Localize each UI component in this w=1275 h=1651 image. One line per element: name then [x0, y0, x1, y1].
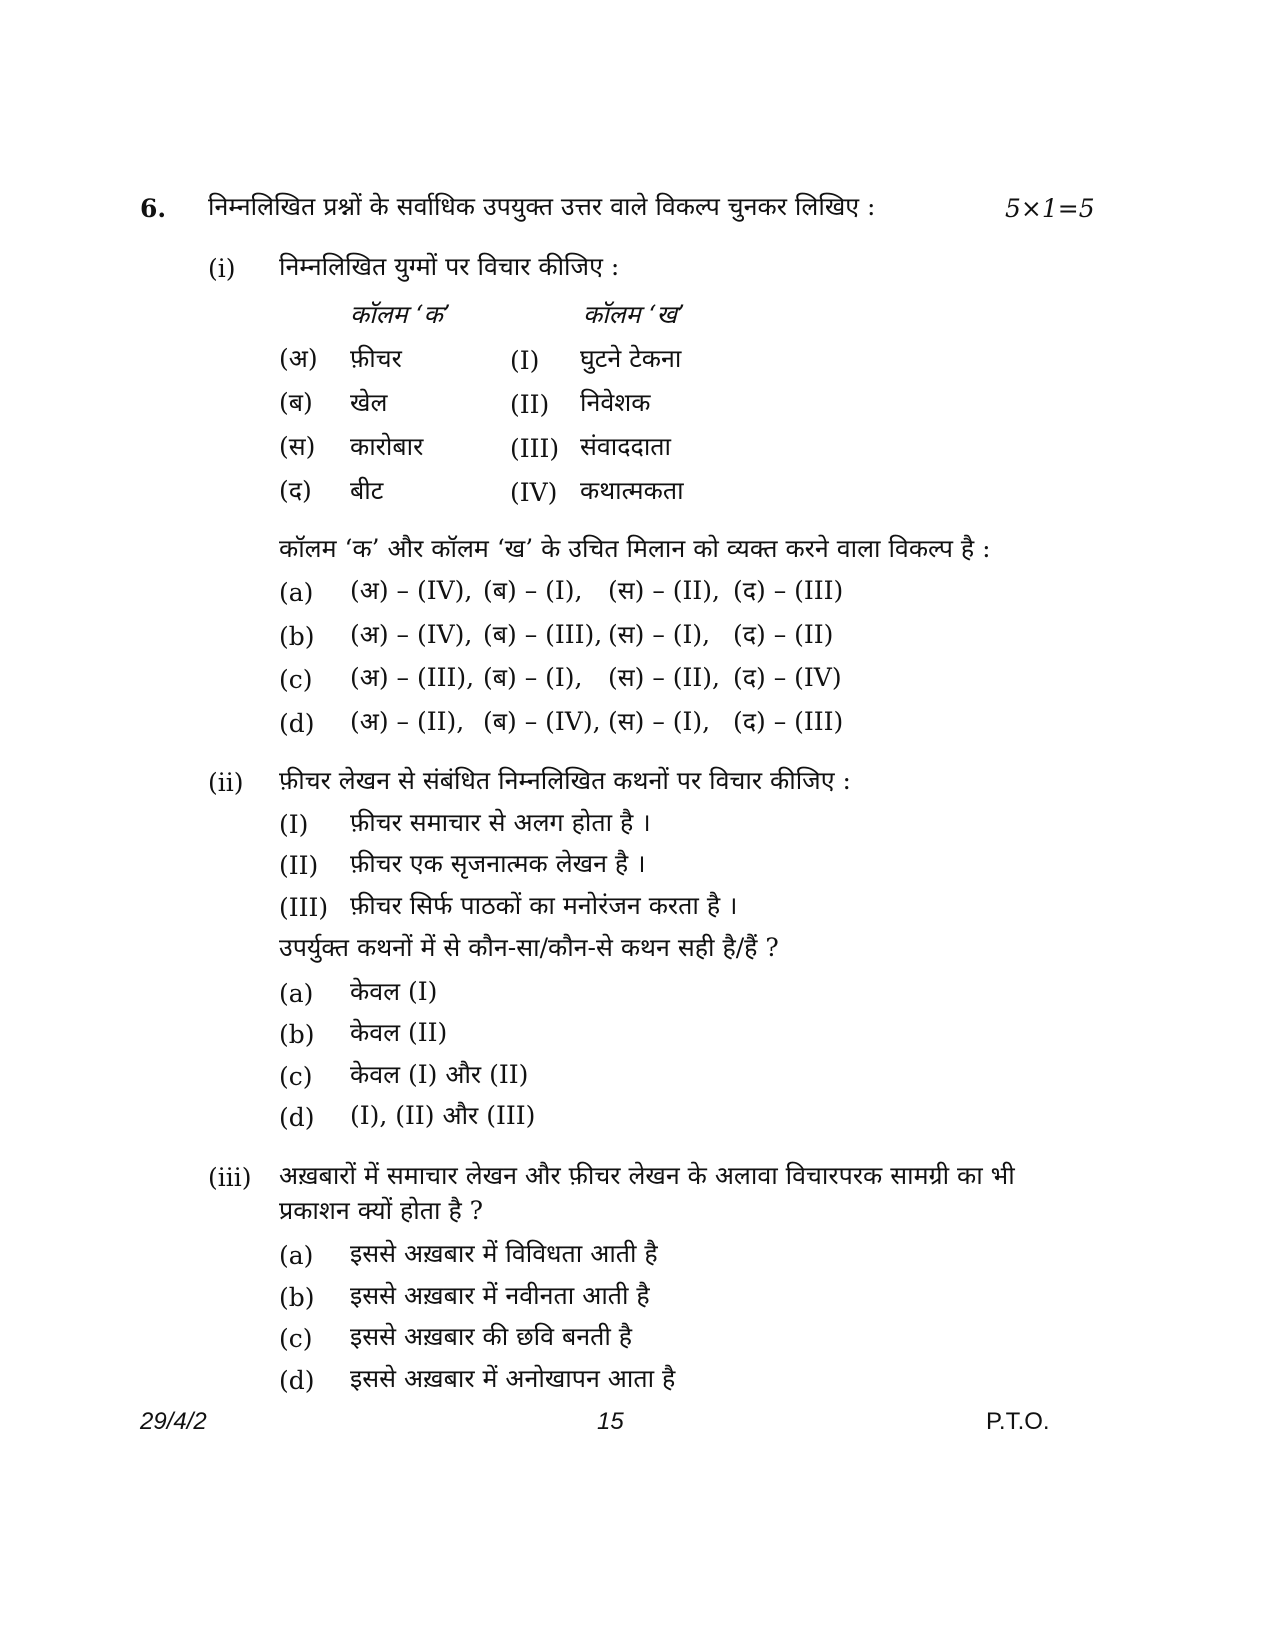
subquestion-text-continued: प्रकाशन क्यों होता है ?	[279, 1196, 484, 1225]
pto-label: P.T.O.	[986, 1408, 1050, 1435]
statement-key: (I)	[279, 810, 309, 839]
option-key: (a)	[279, 979, 314, 1008]
option-text: केवल (I) और (II)	[350, 1060, 529, 1089]
column-a-item: बीट	[350, 476, 384, 505]
option-text: (I), (II) और (III)	[350, 1101, 536, 1130]
option-text: इससे अख़बार में विविधता आती है	[350, 1239, 658, 1268]
option-key: (a)	[279, 578, 314, 607]
subquestion-number: (iii)	[208, 1163, 252, 1192]
page-number: 15	[597, 1408, 624, 1435]
option-part: (ब) – (III),	[483, 620, 603, 649]
column-b-heading: कॉलम ‘ख’	[583, 300, 685, 329]
column-a-item: फ़ीचर	[350, 344, 402, 373]
column-b-key: (I)	[510, 346, 540, 375]
statement-text: फ़ीचर सिर्फ पाठकों का मनोरंजन करता है ।	[350, 891, 738, 920]
column-b-item: कथात्मकता	[580, 476, 684, 505]
statement-key: (III)	[279, 893, 329, 922]
subquestion-number: (i)	[208, 254, 236, 283]
option-part: (अ) – (IV),	[350, 620, 473, 649]
subquestion-number: (ii)	[208, 768, 244, 797]
column-b-key: (IV)	[510, 478, 558, 507]
option-text: इससे अख़बार की छवि बनती है	[350, 1322, 633, 1351]
subquestion-text: फ़ीचर लेखन से संबंधित निम्नलिखित कथनों पर विचार कीजिए :	[279, 766, 851, 795]
question-instruction: निम्नलिखित प्रश्नों के सर्वाधिक उपयुक्त उत्तर वाले विकल्प चुनकर लिखिए :	[208, 192, 876, 221]
column-b-key: (II)	[510, 390, 550, 419]
option-part: (ब) – (I),	[483, 663, 583, 692]
column-a-key: (द)	[279, 476, 312, 505]
column-a-key: (ब)	[279, 388, 313, 417]
option-part: (द) – (IV)	[733, 663, 842, 692]
column-a-key: (स)	[279, 432, 316, 461]
option-text: केवल (I)	[350, 977, 438, 1006]
subquestion-prompt: उपर्युक्त कथनों में से कौन-सा/कौन-से कथन सही है/हैं ?	[279, 933, 779, 962]
subquestion-prompt: कॉलम ‘क’ और कॉलम ‘ख’ के उचित मिलान को व्यक्त करने वाला विकल्प है :	[279, 534, 991, 563]
paper-code: 29/4/2	[140, 1408, 207, 1435]
statement-text: फ़ीचर एक सृजनात्मक लेखन है ।	[350, 849, 646, 878]
option-text: इससे अख़बार में नवीनता आती है	[350, 1281, 650, 1310]
column-b-item: संवाददाता	[580, 432, 672, 461]
option-part: (द) – (II)	[733, 620, 834, 649]
option-key: (c)	[279, 1324, 313, 1353]
column-a-item: खेल	[350, 388, 388, 417]
question-marks: 5×1=5	[1005, 194, 1095, 223]
option-part: (द) – (III)	[733, 707, 844, 736]
option-part: (अ) – (II),	[350, 707, 465, 736]
option-key: (d)	[279, 1366, 315, 1395]
option-key: (d)	[279, 709, 315, 738]
column-b-item: निवेशक	[580, 388, 651, 417]
option-part: (स) – (II),	[608, 576, 721, 605]
statement-key: (II)	[279, 851, 319, 880]
option-part: (स) – (II),	[608, 663, 721, 692]
option-key: (b)	[279, 622, 315, 651]
option-part: (अ) – (III),	[350, 663, 475, 692]
option-part: (ब) – (I),	[483, 576, 583, 605]
question-number: 6.	[140, 194, 167, 223]
option-part: (स) – (I),	[608, 707, 711, 736]
option-text: केवल (II)	[350, 1018, 448, 1047]
option-text: इससे अख़बार में अनोखापन आता है	[350, 1364, 676, 1393]
subquestion-text: अख़बारों में समाचार लेखन और फ़ीचर लेखन के अलावा विचारपरक सामग्री का भी	[279, 1161, 1015, 1190]
column-b-item: घुटने टेकना	[580, 344, 682, 373]
column-a-heading: कॉलम ‘क’	[350, 300, 451, 329]
option-part: (ब) – (IV),	[483, 707, 601, 736]
option-part: (स) – (I),	[608, 620, 711, 649]
column-b-key: (III)	[510, 434, 560, 463]
option-part: (द) – (III)	[733, 576, 844, 605]
option-key: (c)	[279, 1062, 313, 1091]
statement-text: फ़ीचर समाचार से अलग होता है ।	[350, 808, 651, 837]
column-a-item: कारोबार	[350, 432, 424, 461]
option-part: (अ) – (IV),	[350, 576, 473, 605]
option-key: (c)	[279, 665, 313, 694]
option-key: (b)	[279, 1283, 315, 1312]
subquestion-text: निम्नलिखित युग्मों पर विचार कीजिए :	[279, 252, 620, 281]
option-key: (b)	[279, 1020, 315, 1049]
column-a-key: (अ)	[279, 344, 318, 373]
option-key: (a)	[279, 1241, 314, 1270]
option-key: (d)	[279, 1103, 315, 1132]
